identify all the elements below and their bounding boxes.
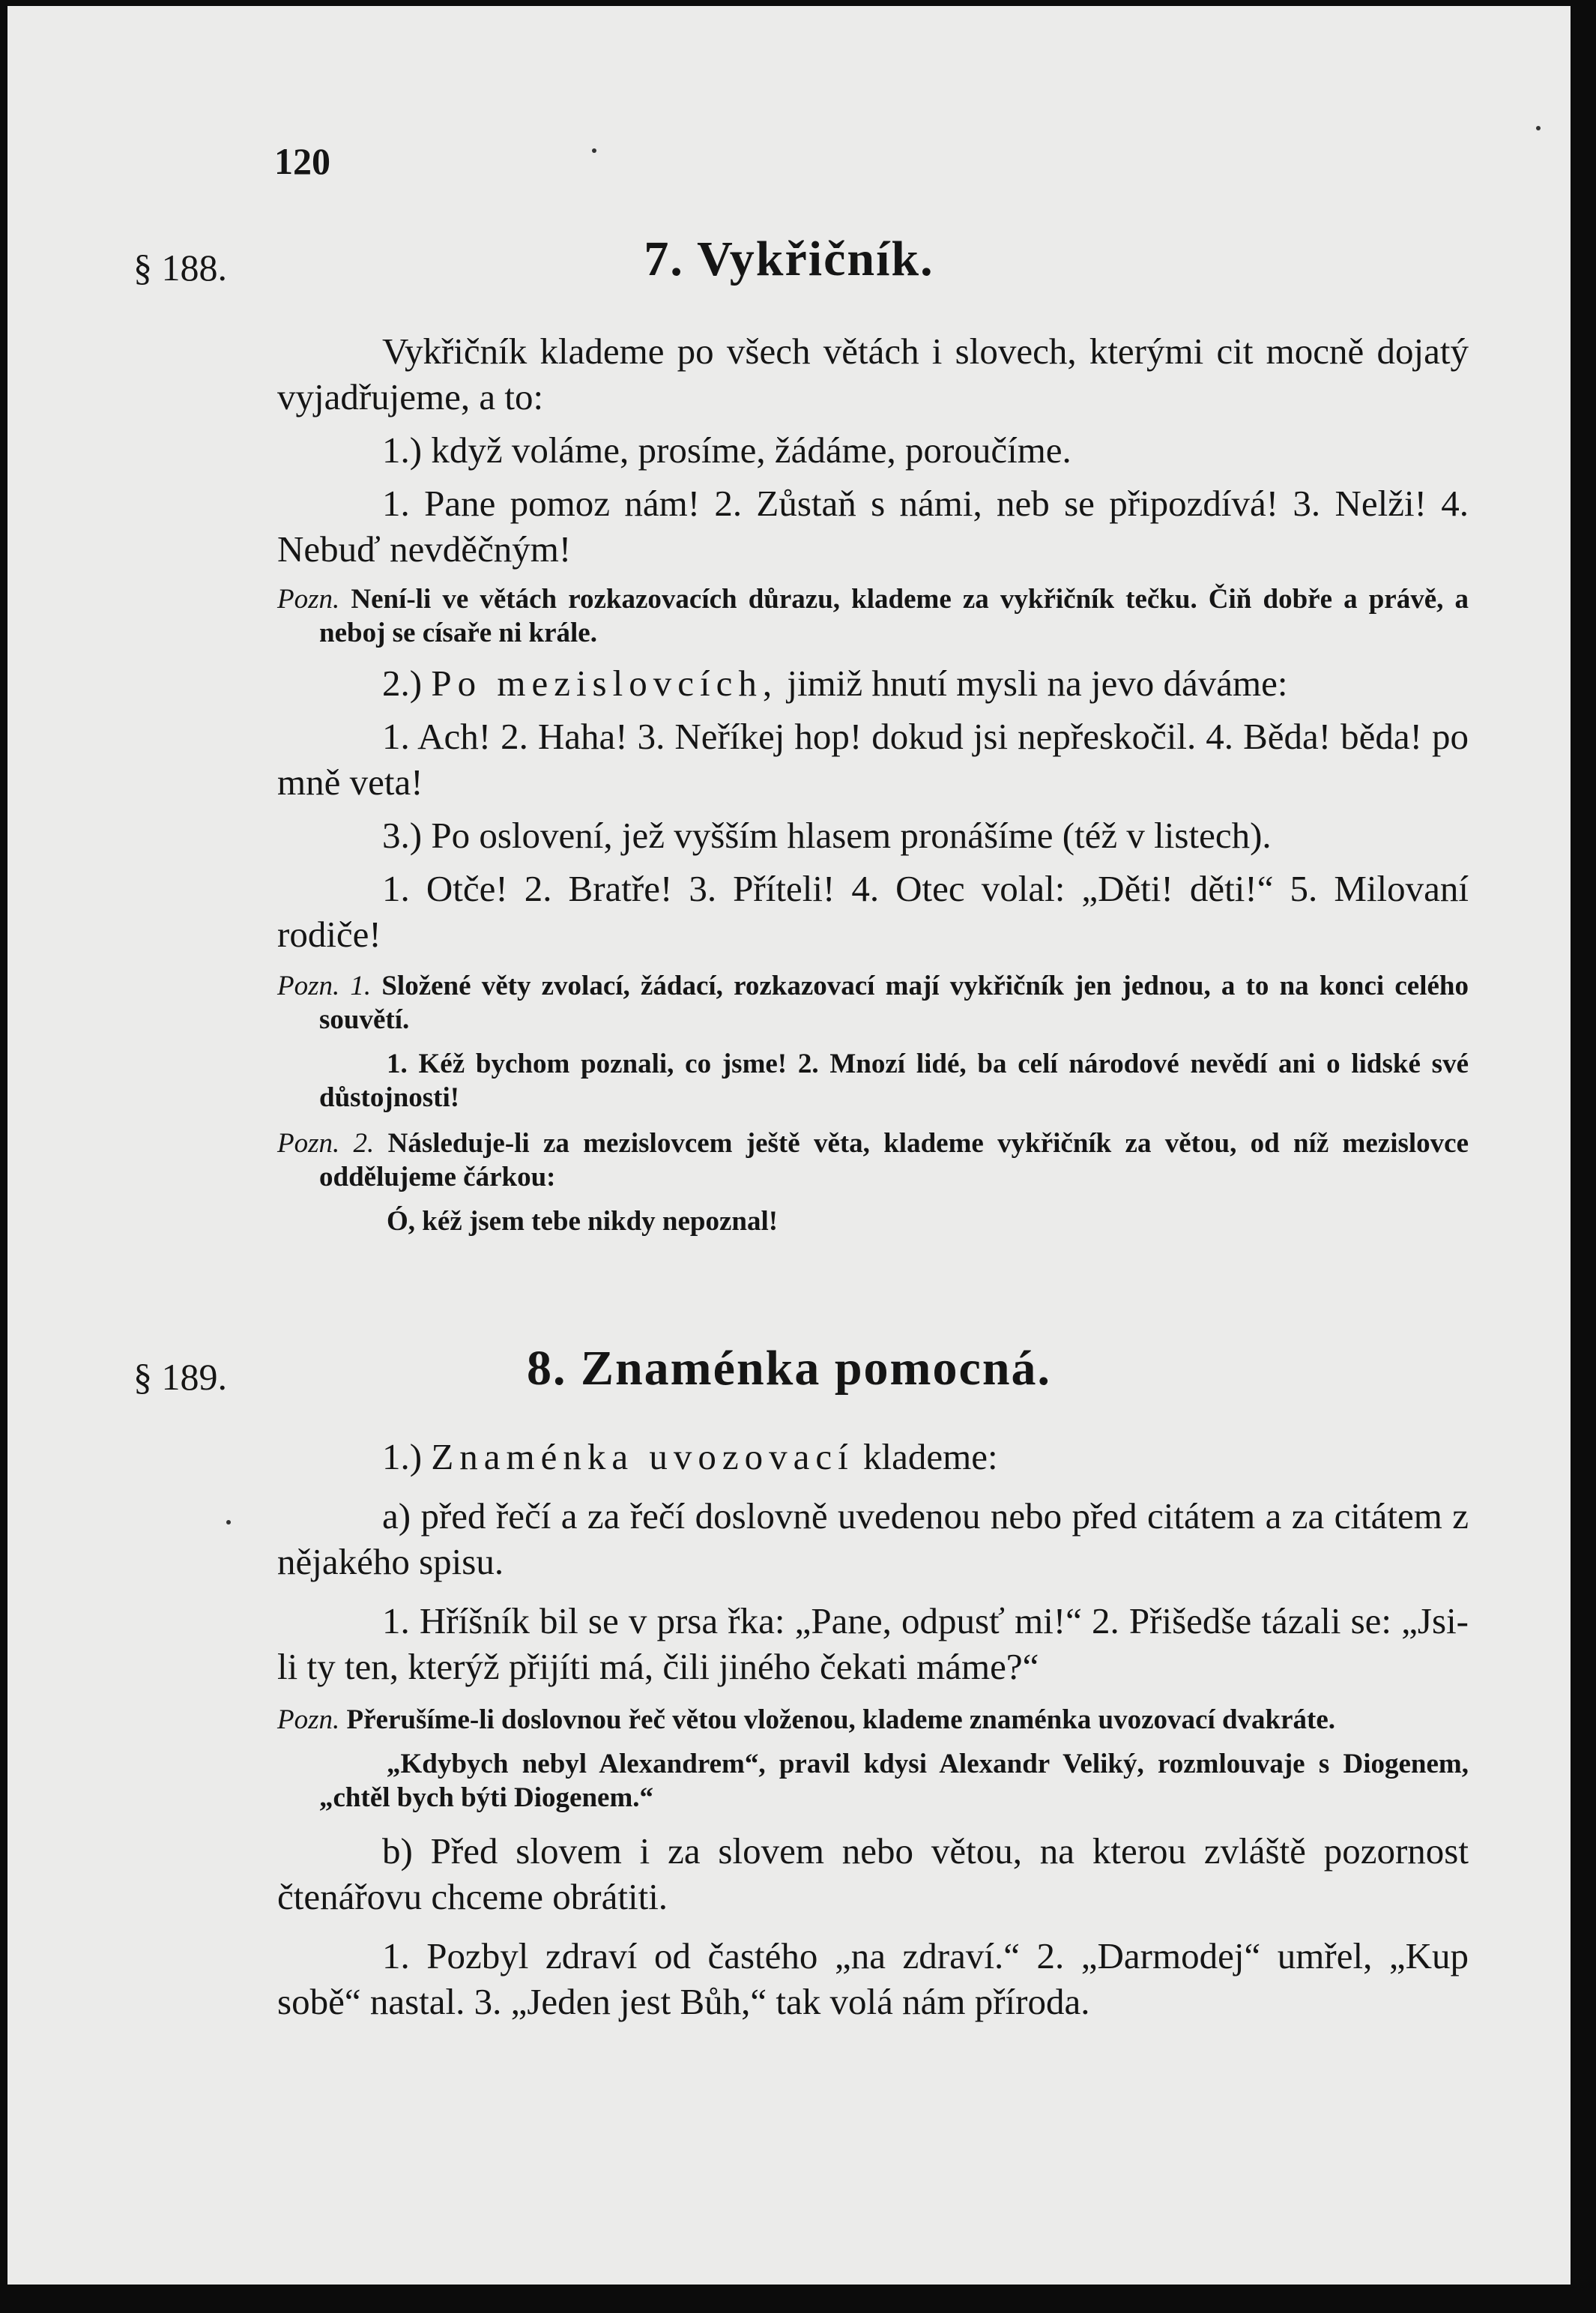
intro-paragraph: Vykřičník klademe po všech větách i slovech, kterými cit mocně dojatý vyjadřujeme, a to: xyxy=(277,331,1469,417)
note-label: Pozn. 1. xyxy=(277,971,372,1001)
note-2 xyxy=(277,969,1469,1037)
rule-item-1 xyxy=(277,1434,1469,1480)
rule-item-a: a) před řečí a za řečí doslovně uvedenou nebo před citátem a za citátem z nějakého spisu. xyxy=(277,1495,1469,1582)
book-page xyxy=(7,6,1571,2285)
print-speck xyxy=(1536,126,1541,130)
rule-item-3: 3.) Po oslovení, jež vyšším hlasem pronášíme (též v listech). xyxy=(382,815,1272,856)
section-189-body xyxy=(277,1434,1469,2024)
print-speck xyxy=(226,1520,231,1525)
note-2-example: 1. Kéž bychom poznali, co jsme! 2. Mnozí lidé, ba celí národové nevědí ani o lidské své důstojnosti! xyxy=(319,1049,1469,1113)
item-prefix: 1.) xyxy=(382,1436,423,1477)
print-speck xyxy=(592,148,596,153)
section-title: 8. Znaménka pomocná. xyxy=(526,1341,1052,1396)
rule-item-1: 1.) když voláme, prosíme, žádáme, poroučíme. xyxy=(382,429,1071,471)
section-188-body xyxy=(277,328,1469,1238)
note-text: Není-li ve větách rozkazovacích důrazu, klademe za vykřičník tečku. Čiň dobře a právě, a neboj se císaře ni krále. xyxy=(319,584,1469,648)
rule-item-2 xyxy=(277,660,1469,706)
note-text: Složené věty zvolací, žádací, rozkazovací mají vykřičník jen jednou, a to na konci celého souvětí. xyxy=(319,971,1469,1035)
note-3 xyxy=(277,1127,1469,1194)
section-mark: § 188. xyxy=(133,247,227,289)
note-1 xyxy=(277,582,1469,650)
item-keyword: Znaménka uvozovací xyxy=(431,1436,854,1477)
rule-item-b-examples: 1. Pozbyl zdraví od častého „na zdraví.“ 2. „Darmodej“ umřel, „Kup sobě“ nastal. 3. „Jeden jest Bůh,“ tak volá nám příroda. xyxy=(277,1935,1469,2022)
item-rest: jimiž hnutí mysli na jevo dáváme: xyxy=(787,663,1288,704)
note-label: Pozn. xyxy=(277,1704,340,1735)
item-prefix: 2.) xyxy=(382,663,423,704)
item-keyword: Po mezislovcích, xyxy=(431,663,779,704)
note xyxy=(277,1703,1469,1737)
rule-item-1-examples: 1. Pane pomoz nám! 2. Zůstaň s námi, neb se připozdívá! 3. Nelži! 4. Nebuď nevděčným! xyxy=(277,483,1469,570)
note-label: Pozn. 2. xyxy=(277,1128,375,1159)
section-title: 7. Vykřičník. xyxy=(644,232,934,286)
page-number: 120 xyxy=(274,140,330,182)
note-text: Přerušíme-li doslovnou řeč větou vloženou, klademe znaménka uvozovací dvakráte. xyxy=(346,1704,1336,1735)
rule-item-a-examples: 1. Hříšník bil se v prsa řka: „Pane, odpusť mi!“ 2. Přišedše tázali se: „Jsi-li ty ten, kterýž přijíti má, čili jiného čekati máme?“ xyxy=(277,1600,1469,1687)
rule-item-3-examples: 1. Otče! 2. Bratře! 3. Příteli! 4. Otec volal: „Děti! děti!“ 5. Milovaní rodiče! xyxy=(277,868,1469,955)
section-mark: § 189. xyxy=(133,1356,227,1398)
item-rest: klademe: xyxy=(862,1436,998,1477)
rule-item-b: b) Před slovem i za slovem nebo větou, na kterou zvláště pozornost čtenářovu chceme obrátiti. xyxy=(277,1830,1469,1917)
note-example: „Kdybych nebyl Alexandrem“, pravil kdysi Alexandr Veliký, rozmlouvaje s Diogenem, „chtěl bych býti Diogenem.“ xyxy=(319,1749,1469,1813)
note-3-example: Ó, kéž jsem tebe nikdy nepoznal! xyxy=(387,1206,779,1237)
note-text: Následuje-li za mezislovcem ještě věta, klademe vykřičník za větou, od níž mezislovce oddělujeme čárkou: xyxy=(319,1128,1469,1192)
note-label: Pozn. xyxy=(277,584,340,615)
rule-item-2-examples: 1. Ach! 2. Haha! 3. Neříkej hop! dokud jsi nepřeskočil. 4. Běda! běda! po mně veta! xyxy=(277,716,1469,803)
